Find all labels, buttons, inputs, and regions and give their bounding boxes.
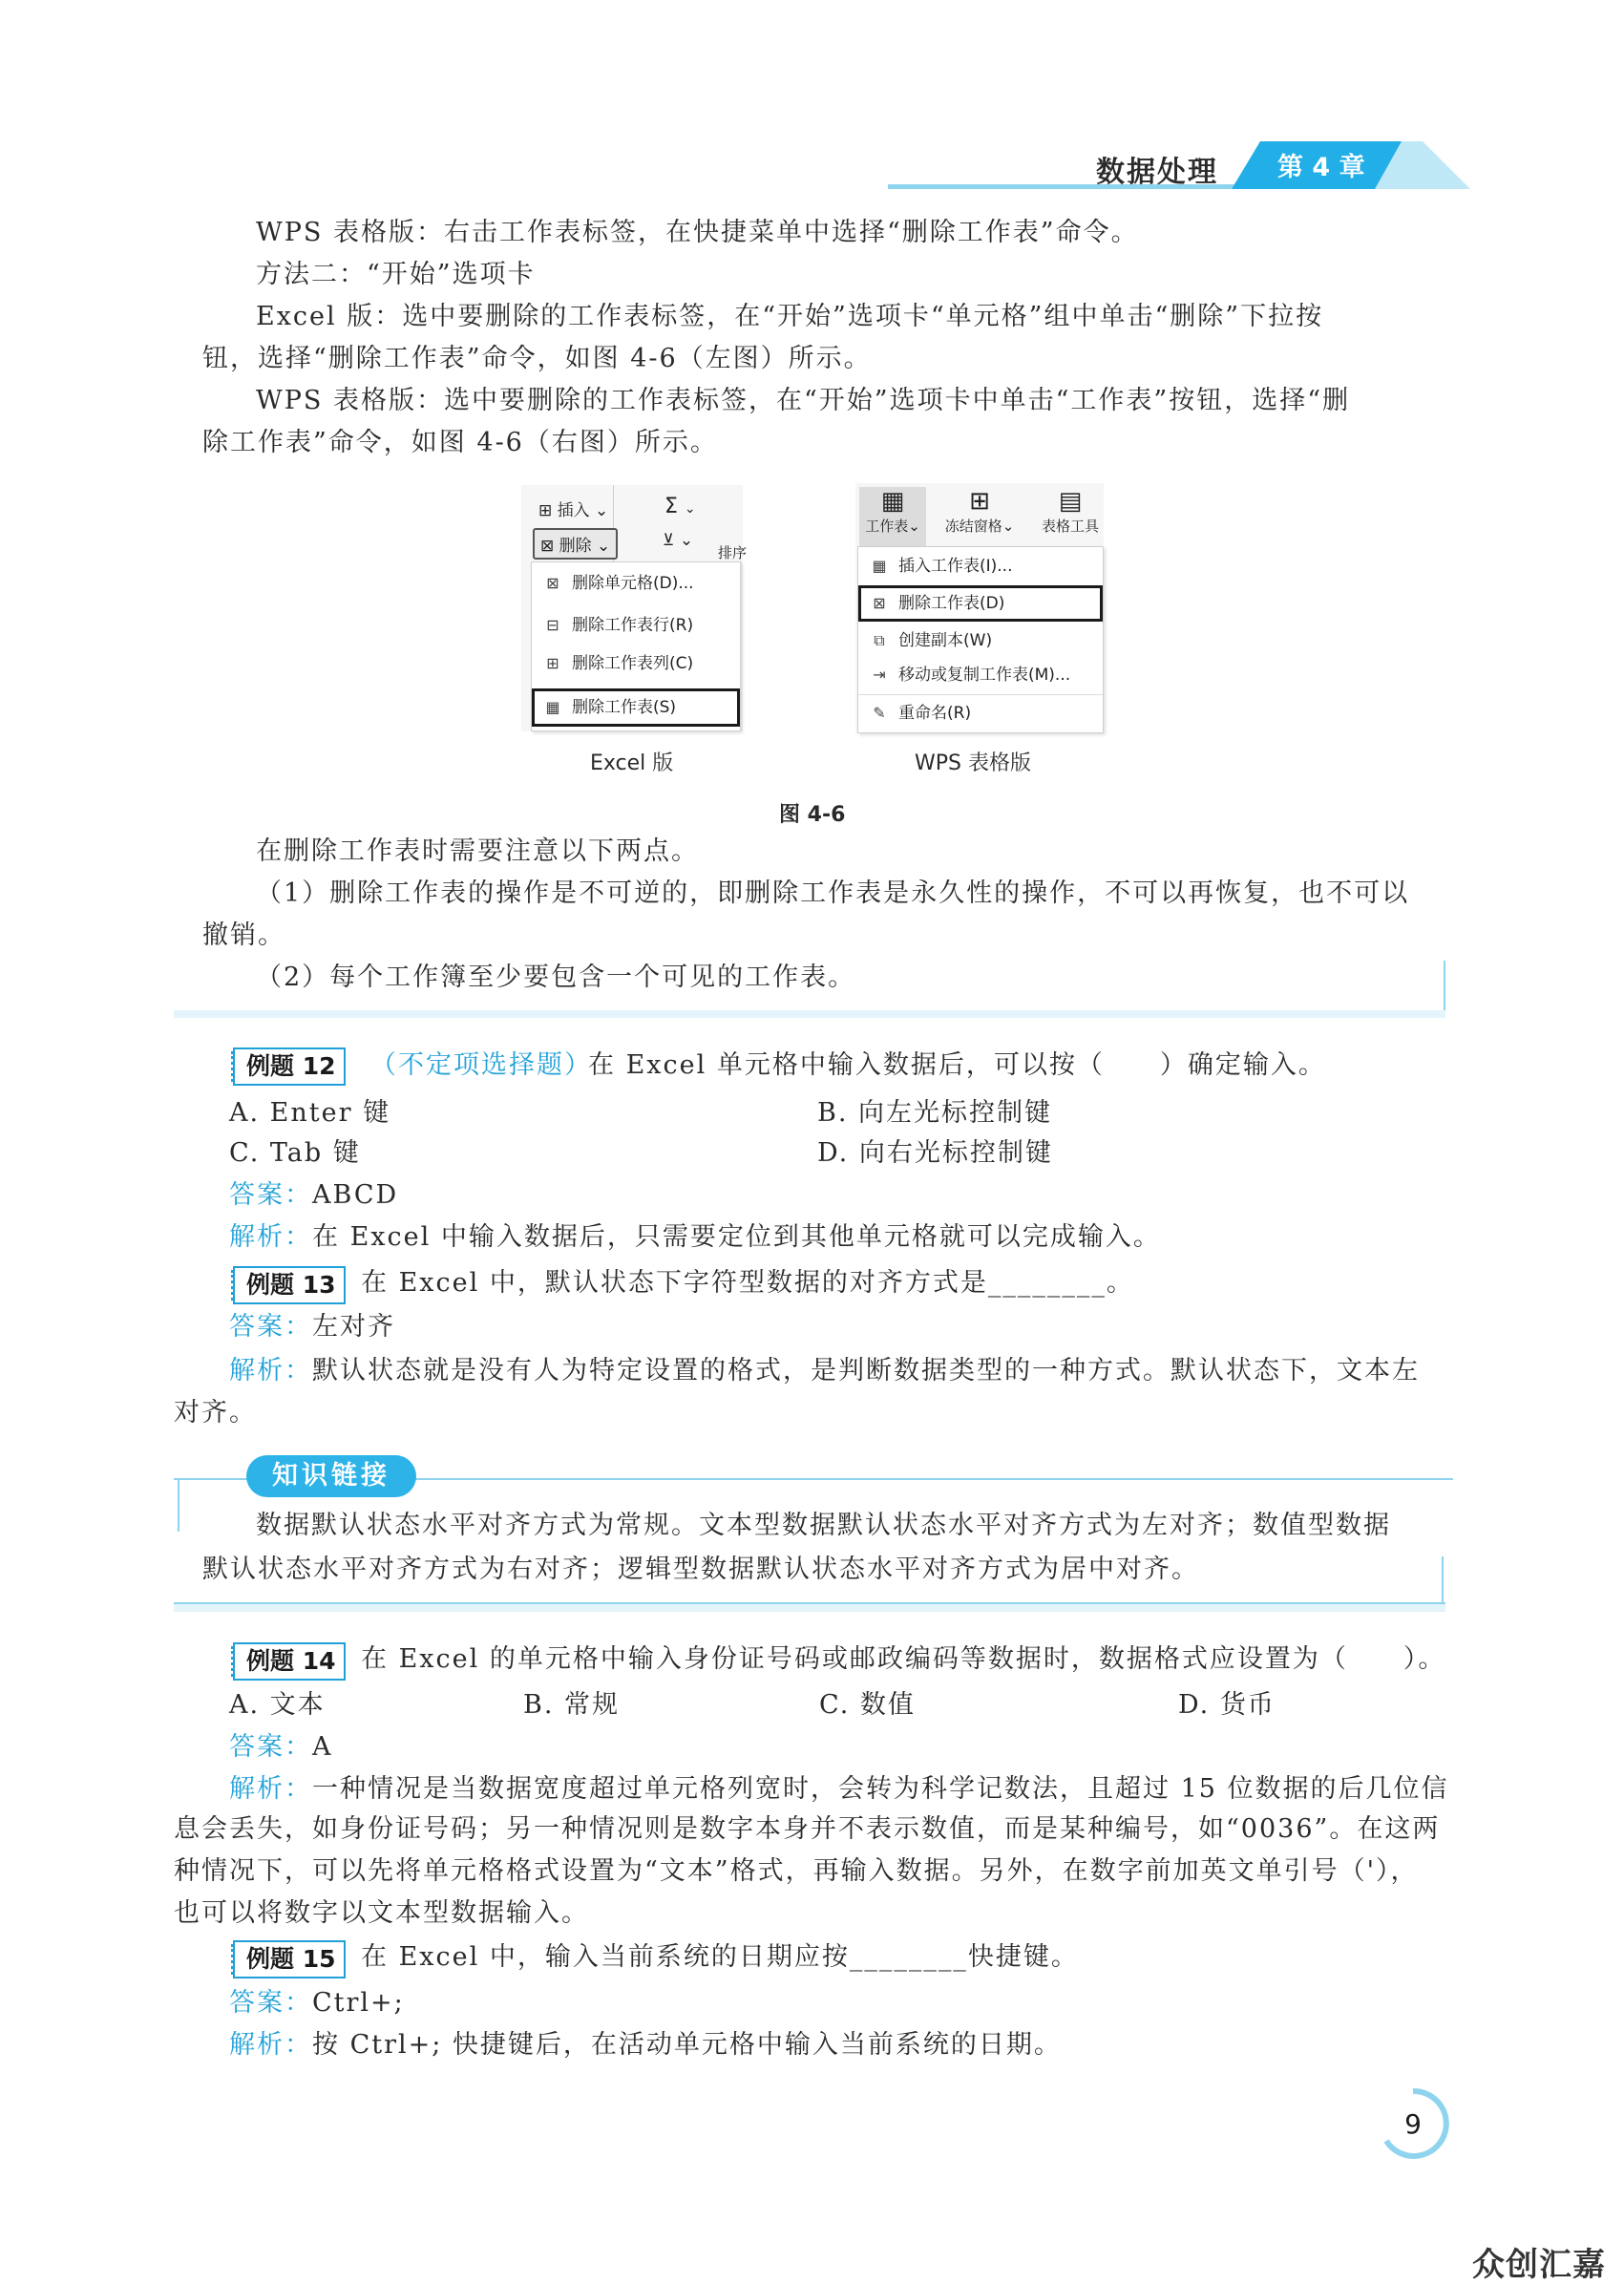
example-14-option-b: B. 常规 xyxy=(523,1690,621,1720)
delete-icon: ⊠ xyxy=(540,537,555,556)
example-14-option-c: C. 数值 xyxy=(819,1690,916,1720)
excel-fill-button[interactable]: ⊻ ⌄ xyxy=(663,531,694,550)
delete-row-icon: ⊟ xyxy=(546,616,559,634)
example-14-analysis-1: 解析：一种情况是当数据宽度超过单元格列宽时，会转为科学记数法，且超过 15 位数据的后几位信 xyxy=(229,1774,1449,1804)
knowledge-left-rule xyxy=(178,1480,179,1532)
excel-sum-button[interactable]: Σ ⌄ xyxy=(664,495,696,518)
knowledge-right-rule xyxy=(1442,1556,1444,1602)
intro-line-2: 方法二：“开始”选项卡 xyxy=(256,260,536,289)
excel-menu-delete-row[interactable]: ⊟ 删除工作表行(R) xyxy=(532,608,740,643)
example-12-option-d: D. 向右光标控制键 xyxy=(817,1138,1053,1168)
example-14-option-d: D. 货币 xyxy=(1178,1690,1276,1720)
example-14-analysis-2: 息会丢失，如身份证号码；另一种情况则是数字本身并不表示数值，而是某种编号，如“0036”。在这两 xyxy=(174,1814,1441,1844)
wps-menu-copy-sheet[interactable]: ⧉ 创建副本(W) xyxy=(858,624,1103,658)
chapter-tab xyxy=(1232,141,1480,191)
delete-sheet-icon: ▦ xyxy=(545,698,560,716)
example-14-analysis-4: 也可以将数字以文本型数据输入。 xyxy=(174,1898,589,1928)
example-15-label: 例题 15 xyxy=(233,1940,346,1978)
example-13-answer: 答案：左对齐 xyxy=(229,1312,395,1342)
excel-menu-delete-cells[interactable]: ⊠ 删除单元格(D)... xyxy=(532,566,740,601)
excel-sort-button[interactable]: 排序 xyxy=(718,544,748,561)
intro-line-3: Excel 版：选中要删除的工作表标签，在“开始”选项卡“单元格”组中单击“删除”下拉按 xyxy=(256,302,1324,331)
example-12-answer: 答案：ABCD xyxy=(229,1180,399,1210)
freeze-panes-icon: ⊞ xyxy=(969,487,990,516)
excel-caption: Excel 版 xyxy=(590,751,674,775)
watermark: 众创汇嘉 xyxy=(1472,2246,1606,2284)
intro-line-6: 除工作表”命令，如图 4-6（右图）所示。 xyxy=(202,428,718,457)
excel-delete-menu xyxy=(531,561,741,731)
wps-freeze-button[interactable]: ⊞ 冻结窗格⌄ xyxy=(941,487,1018,536)
excel-ribbon-screenshot xyxy=(521,485,748,731)
insert-sheet-icon: ▦ xyxy=(872,557,887,575)
notes-line-1: 在删除工作表时需要注意以下两点。 xyxy=(256,836,699,866)
example-15-analysis: 解析：按 Ctrl+; 快捷键后，在活动单元格中输入当前系统的日期。 xyxy=(229,2030,1062,2060)
example-13-label: 例题 13 xyxy=(233,1266,346,1304)
insert-icon: ⊞ xyxy=(538,501,553,520)
wps-sheet-button[interactable]: ▦ 工作表⌄ xyxy=(859,487,926,546)
notes-line-4: （2）每个工作簿至少要包含一个可见的工作表。 xyxy=(256,963,856,992)
fill-down-icon: ⊻ xyxy=(663,531,675,550)
table-tools-icon: ▤ xyxy=(1058,487,1083,516)
figure-label: 图 4-6 xyxy=(779,803,846,827)
move-copy-icon: ⇥ xyxy=(873,666,886,684)
wps-table-tools-button[interactable]: ▤ 表格工具 xyxy=(1037,487,1104,536)
example-14-analysis-3: 种情况下，可以先将单元格格式设置为“文本”格式，再输入数据。另外，在数字前加英文单引号（'）， xyxy=(174,1856,1419,1886)
delete-cells-icon: ⊠ xyxy=(546,574,559,592)
wps-menu-move-copy[interactable]: ⇥ 移动或复制工作表(M)... xyxy=(858,658,1103,692)
knowledge-line-2: 默认状态水平对齐方式为右对齐；逻辑型数据默认状态水平对齐方式为居中对齐。 xyxy=(202,1555,1199,1584)
example-12-type: （不定项选择题） xyxy=(370,1050,592,1080)
example-12-question: 在 Excel 单元格中输入数据后，可以按（ ）确定输入。 xyxy=(588,1050,1326,1080)
sheet-icon: ▦ xyxy=(880,487,905,516)
excel-menu-delete-column[interactable]: ⊞ 删除工作表列(C) xyxy=(532,646,740,681)
example-15-question: 在 Excel 中，输入当前系统的日期应按________快捷键。 xyxy=(361,1942,1079,1972)
example-14-option-a: A. 文本 xyxy=(229,1690,326,1720)
delete-sheet-icon: ⊠ xyxy=(873,594,886,612)
page-number-badge xyxy=(1375,2085,1451,2162)
notes-line-2: （1）删除工作表的操作是不可逆的，即删除工作表是永久性的操作，不可以再恢复，也不可以 xyxy=(256,878,1410,908)
excel-insert-button[interactable]: ⊞ 插入 ⌄ xyxy=(538,501,609,520)
excel-delete-button[interactable]: ⊠ 删除 ⌄ xyxy=(533,528,618,560)
example-13-analysis-1: 解析：默认状态就是没有人为特定设置的格式，是判断数据类型的一种方式。默认状态下，文本左 xyxy=(229,1356,1420,1386)
copy-sheet-icon: ⧉ xyxy=(874,631,885,649)
delete-column-icon: ⊞ xyxy=(546,654,559,672)
knowledge-line-1: 数据默认状态水平对齐方式为常规。文本型数据默认状态水平对齐方式为左对齐；数值型数据 xyxy=(256,1511,1391,1540)
example-14-answer: 答案：A xyxy=(229,1732,333,1762)
example-12-analysis: 解析：在 Excel 中输入数据后，只需要定位到其他单元格就可以完成输入。 xyxy=(229,1222,1161,1252)
example-15-answer: 答案：Ctrl+; xyxy=(229,1988,405,2018)
wps-menu-delete-sheet[interactable]: ⊠ 删除工作表(D) xyxy=(858,585,1103,622)
intro-line-1: WPS 表格版：右击工作表标签，在快捷菜单中选择“删除工作表”命令。 xyxy=(256,218,1139,247)
wps-menu-rename[interactable]: ✎ 重命名(R) xyxy=(858,696,1103,730)
intro-line-4: 钮，选择“删除工作表”命令，如图 4-6（左图）所示。 xyxy=(202,344,872,373)
example-12-option-a: A. Enter 键 xyxy=(229,1098,391,1128)
wps-ribbon-screenshot xyxy=(855,483,1104,733)
example-14-label: 例题 14 xyxy=(233,1642,346,1681)
example-13-question: 在 Excel 中，默认状态下字符型数据的对齐方式是________。 xyxy=(361,1268,1134,1298)
rename-icon: ✎ xyxy=(873,704,886,722)
notes-line-3: 撤销。 xyxy=(202,920,285,950)
example-13-analysis-2: 对齐。 xyxy=(174,1398,257,1428)
knowledge-shadow xyxy=(174,1604,1445,1612)
excel-menu-delete-sheet[interactable]: ▦ 删除工作表(S) xyxy=(532,688,740,727)
header-section-title: 数据处理 xyxy=(1096,156,1218,189)
example-12-label: 例题 12 xyxy=(233,1047,346,1086)
wps-caption: WPS 表格版 xyxy=(915,751,1031,775)
example-12-option-c: C. Tab 键 xyxy=(229,1138,361,1168)
notes-bracket xyxy=(174,961,1445,1012)
knowledge-title: 知识链接 xyxy=(246,1455,416,1497)
page-number: 9 xyxy=(1404,2108,1422,2140)
wps-sheet-menu xyxy=(857,546,1104,733)
chapter-label: 第 4 章 xyxy=(1277,153,1365,182)
notes-shadow xyxy=(174,1010,1445,1018)
example-12-option-b: B. 向左光标控制键 xyxy=(817,1098,1053,1128)
example-14-question: 在 Excel 的单元格中输入身份证号码或邮政编码等数据时，数据格式应设置为（ ）。 xyxy=(361,1644,1446,1674)
intro-line-5: WPS 表格版：选中要删除的工作表标签，在“开始”选项卡中单击“工作表”按钮，选择“删 xyxy=(256,386,1351,415)
wps-menu-insert-sheet[interactable]: ▦ 插入工作表(I)... xyxy=(858,549,1103,583)
